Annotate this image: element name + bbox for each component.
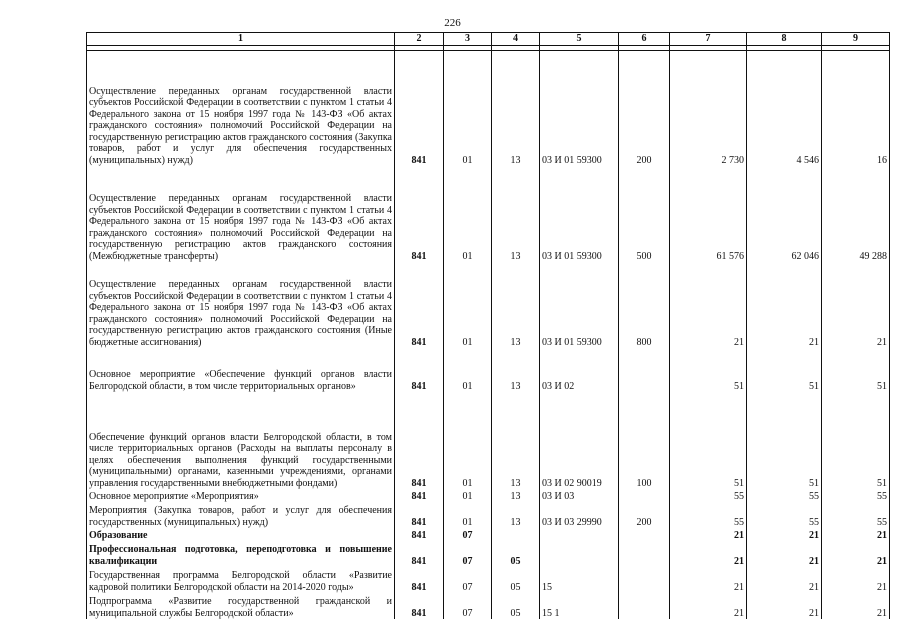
row-section: 07 [444,541,492,567]
column-header: 7 [670,33,747,46]
row-description: Осуществление переданных органам государственной власти субъектов Российской Федерации в соответствии с пунктом 1 статьи 4 Федерального закона от 15 ноября 1997 года № 143-ФЗ «Об актах гражданского состояния» полномочий Российской Федерации на государственную регистрацию актов гражданского состояния (Межбюджетные трансферты) [87,166,395,262]
row-admin-code: 841 [395,50,444,166]
table-row [87,166,890,262]
row-subsection: 13 [492,348,540,392]
column-header: 4 [492,33,540,46]
row-value-col9: 49 288 [822,166,890,262]
row-admin-code: 841 [395,166,444,262]
row-value-col9: 51 [822,392,890,489]
row-value-col8: 21 [747,567,822,593]
table-row [87,50,890,166]
row-target-article: 03 И 02 90019 [540,392,619,489]
row-description: Осуществление переданных органам государственной власти субъектов Российской Федерации в соответствии с пунктом 1 статьи 4 Федерального закона от 15 ноября 1997 года № 143-ФЗ «Об актах гражданского состояния» полномочий Российской Федерации на государственную регистрацию актов гражданского состояния (Иные бюджетные ассигнования) [87,262,395,348]
row-description: Осуществление переданных органам государственной власти субъектов Российской Федерации в соответствии с пунктом 1 статьи 4 Федерального закона от 15 ноября 1997 года № 143-ФЗ «Об актах гражданского состояния» полномочий Российской Федерации на государственную регистрацию актов гражданского состояния (Закупка товаров, работ и услуг для обеспечения государственных (муниципальных) нужд) [87,50,395,166]
row-admin-code: 841 [395,348,444,392]
page-number: 226 [444,17,461,29]
row-section: 01 [444,262,492,348]
table-row [87,593,890,619]
row-description: Профессиональная подготовка, переподготовка и повышение квалификации [87,541,395,567]
row-target-article: 15 1 [540,593,619,619]
row-value-col7: 55 [670,502,747,528]
table-row [87,502,890,528]
row-target-article: 03 И 02 [540,348,619,392]
row-value-col7: 21 [670,528,747,541]
row-value-col9: 21 [822,541,890,567]
row-subsection: 05 [492,593,540,619]
row-description: Образование [87,528,395,541]
row-value-col8: 51 [747,348,822,392]
row-value-col8: 4 546 [747,50,822,166]
row-section: 01 [444,489,492,502]
row-subsection: 13 [492,392,540,489]
row-expense-type: 200 [619,50,670,166]
row-target-article: 03 И 01 59300 [540,166,619,262]
row-value-col7: 21 [670,541,747,567]
row-admin-code: 841 [395,502,444,528]
row-expense-type [619,528,670,541]
row-description: Мероприятия (Закупка товаров, работ и услуг для обеспечения государственных (муниципальных) нужд) [87,502,395,528]
row-value-col9: 51 [822,348,890,392]
row-admin-code: 841 [395,528,444,541]
row-expense-type [619,489,670,502]
row-description: Подпрограмма «Развитие государственной гражданской и муниципальной службы Белгородской области» [87,593,395,619]
table-row [87,541,890,567]
row-expense-type: 500 [619,166,670,262]
table-row [87,528,890,541]
row-section: 01 [444,50,492,166]
row-value-col9: 55 [822,502,890,528]
table-header [87,33,890,51]
column-header: 3 [444,33,492,46]
row-section: 07 [444,528,492,541]
column-header: 6 [619,33,670,46]
row-value-col7: 2 730 [670,50,747,166]
column-header: 8 [747,33,822,46]
row-admin-code: 841 [395,392,444,489]
row-target-article [540,528,619,541]
row-admin-code: 841 [395,593,444,619]
row-expense-type [619,541,670,567]
row-expense-type: 200 [619,502,670,528]
row-value-col9: 16 [822,50,890,166]
row-expense-type [619,567,670,593]
column-header: 2 [395,33,444,46]
row-subsection: 13 [492,262,540,348]
row-subsection: 13 [492,50,540,166]
row-value-col7: 55 [670,489,747,502]
row-description: Обеспечение функций органов власти Белгородской области, в том числе территориальных органов (Расходы на выплаты персоналу в целях обеспечения выполнения функций государственными (муниципальными) органами, казенными учреждениями, органами управления государственными внебюджетными фондами) [87,392,395,489]
row-expense-type: 800 [619,262,670,348]
row-subsection: 05 [492,567,540,593]
row-value-col7: 21 [670,567,747,593]
row-value-col8: 62 046 [747,166,822,262]
table-row [87,392,890,489]
row-subsection: 13 [492,489,540,502]
row-section: 07 [444,593,492,619]
row-value-col7: 21 [670,593,747,619]
row-value-col8: 51 [747,392,822,489]
budget-table [86,32,890,619]
row-admin-code: 841 [395,567,444,593]
table-row [87,567,890,593]
row-value-col8: 21 [747,593,822,619]
row-value-col8: 21 [747,541,822,567]
row-value-col7: 51 [670,392,747,489]
row-expense-type [619,593,670,619]
row-value-col9: 55 [822,489,890,502]
table-row [87,262,890,348]
column-header: 5 [540,33,619,46]
row-description: Основное мероприятие «Обеспечение функций органов власти Белгородской области, в том числе территориальных органов» [87,348,395,392]
row-value-col9: 21 [822,528,890,541]
table-row [87,489,890,502]
row-admin-code: 841 [395,262,444,348]
row-target-article: 15 [540,567,619,593]
row-section: 01 [444,166,492,262]
row-subsection: 13 [492,166,540,262]
row-expense-type [619,348,670,392]
column-header: 9 [822,33,890,46]
column-header: 1 [87,33,395,46]
row-expense-type: 100 [619,392,670,489]
row-section: 01 [444,502,492,528]
row-subsection: 13 [492,502,540,528]
row-value-col7: 61 576 [670,166,747,262]
row-value-col8: 21 [747,528,822,541]
row-value-col8: 21 [747,262,822,348]
row-section: 01 [444,392,492,489]
row-value-col7: 21 [670,262,747,348]
row-value-col9: 21 [822,593,890,619]
row-target-article: 03 И 03 [540,489,619,502]
row-target-article: 03 И 01 59300 [540,50,619,166]
row-admin-code: 841 [395,541,444,567]
row-admin-code: 841 [395,489,444,502]
row-value-col9: 21 [822,262,890,348]
row-value-col9: 21 [822,567,890,593]
row-subsection [492,528,540,541]
row-target-article: 03 И 01 59300 [540,262,619,348]
table-row [87,348,890,392]
row-subsection: 05 [492,541,540,567]
row-value-col8: 55 [747,489,822,502]
row-value-col7: 51 [670,348,747,392]
row-value-col8: 55 [747,502,822,528]
row-description: Основное мероприятие «Мероприятия» [87,489,395,502]
row-section: 01 [444,348,492,392]
row-section: 07 [444,567,492,593]
row-target-article: 03 И 03 29990 [540,502,619,528]
row-description: Государственная программа Белгородской области «Развитие кадровой политики Белгородской области на 2014-2020 годы» [87,567,395,593]
row-target-article [540,541,619,567]
